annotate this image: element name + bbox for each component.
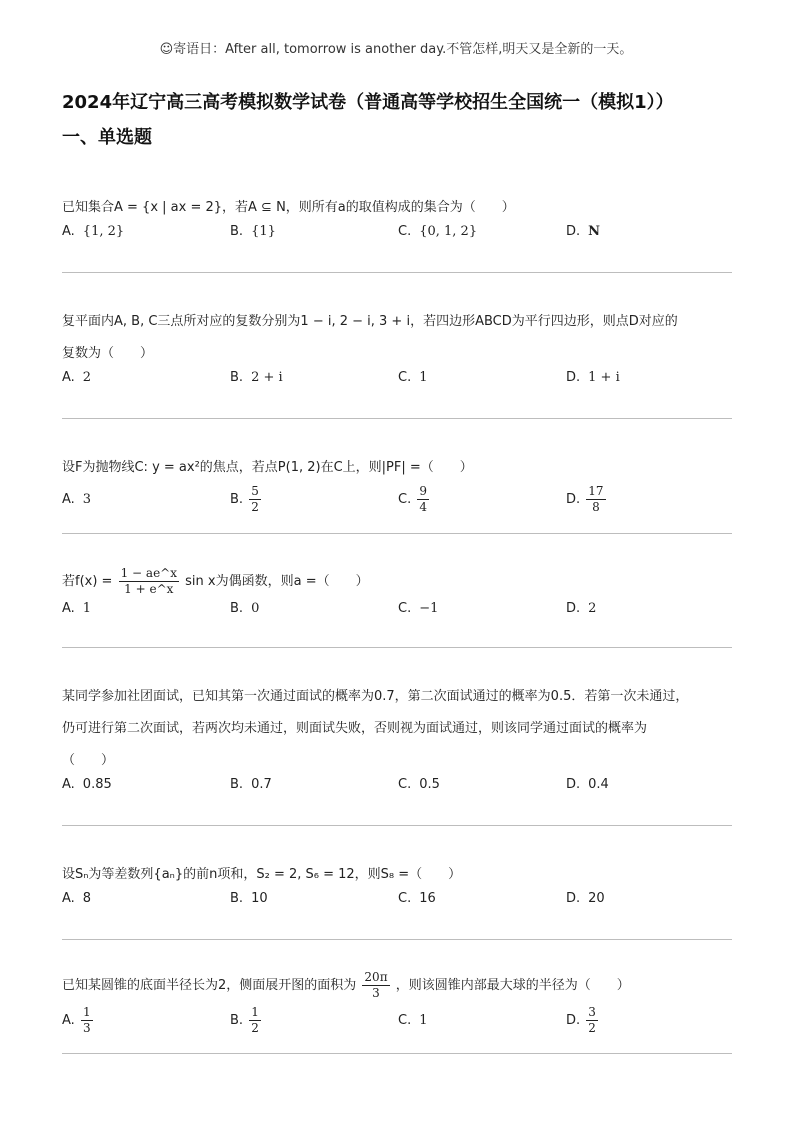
divider: [62, 939, 732, 940]
option-a: A. 3: [62, 492, 92, 507]
divider: [62, 1053, 732, 1054]
options-row: [62, 891, 732, 919]
option-a: A. {1, 2}: [62, 224, 125, 239]
question-1: [62, 192, 732, 252]
section-heading: 一、单选题: [62, 127, 152, 148]
question-stem-cont: 仍可进行第二次面试，若两次均未通过，则面试失败，否则视为面试通过，则该同学通过面试的概率为: [62, 721, 648, 736]
options-row: [62, 484, 732, 520]
option-a: A. 1: [62, 601, 92, 616]
option-d: D. 1 + i: [566, 370, 620, 385]
option-c: C. 0.5: [398, 777, 440, 792]
fraction: $\frac{9}{4}$: [419, 484, 427, 514]
option-c: C. 1: [398, 370, 428, 385]
option-c: C. {0, 1, 2}: [398, 224, 478, 239]
option-b: B. 0: [230, 601, 260, 616]
option-b: B. 10: [230, 891, 268, 906]
option-a: A. 8: [62, 891, 92, 906]
option-d: D. $\frac{3}{2}$: [566, 1005, 596, 1035]
fraction: $\frac{3}{2}$: [588, 1005, 596, 1035]
question-stem: 已知某圆锥的底面半径长为2，侧面展开图的面积为 $\frac{20\pi}{3}$ ，则该圆锥内部最大球的半径为（ ）: [62, 970, 630, 1000]
exam-title: 2024年辽宁高三高考模拟数学试卷（普通高等学校招生全国统一（模拟1））: [62, 92, 674, 113]
option-d: D. $\frac{17}{8}$: [566, 484, 604, 514]
divider: [62, 533, 732, 534]
divider: [62, 272, 732, 273]
question-stem: 设F为抛物线C: y = ax²的焦点，若点P(1, 2)在C上，则|PF| =（ ）: [62, 460, 473, 475]
option-d: D. 20: [566, 891, 605, 906]
question-3: [62, 452, 732, 520]
options-row: [62, 777, 732, 805]
fraction: $\frac{20\pi}{3}$: [364, 970, 388, 1000]
page-header-motto: ☺寄语日：After all, tomorrow is another day.不管怎样,明天又是全新的一天。: [159, 42, 633, 57]
option-c: C. $\frac{9}{4}$: [398, 484, 427, 514]
options-row: [62, 370, 732, 398]
divider: [62, 418, 732, 419]
question-stem-cont: 复数为（ ）: [62, 346, 154, 361]
option-b: B. 0.7: [230, 777, 272, 792]
option-d: D. N: [566, 224, 601, 239]
fraction: $\frac{1 - ae\^{}x}{1 + e\^{}x}$: [120, 566, 177, 596]
fraction: $\frac{1}{2}$: [251, 1005, 259, 1035]
option-b: B. 2 + i: [230, 370, 283, 385]
option-a: A. 2: [62, 370, 92, 385]
question-4: [62, 563, 732, 629]
fraction: $\frac{5}{2}$: [251, 484, 259, 514]
option-d: D. 2: [566, 601, 597, 616]
question-stem: 复平面内A, B, C三点所对应的复数分别为1 − i, 2 − i, 3 + i，若四边形ABCD为平行四边形，则点D对应的: [62, 314, 678, 329]
divider: [62, 647, 732, 648]
option-c: C. 1: [398, 1013, 428, 1028]
options-row: [62, 224, 732, 252]
question-2: [62, 306, 732, 398]
divider: [62, 825, 732, 826]
option-a: A. 0.85: [62, 777, 112, 792]
question-stem: 设Sₙ为等差数列{aₙ}的前n项和，S₂ = 2, S₆ = 12，则S₈ =（ ）: [62, 867, 462, 882]
question-5: [62, 681, 732, 805]
options-row: [62, 1005, 732, 1041]
question-stem: 某同学参加社团面试，已知其第一次通过面试的概率为0.7，第二次面试通过的概率为0.5．若第一次未通过，: [62, 689, 689, 704]
options-row: [62, 601, 732, 629]
question-7: [62, 967, 732, 1041]
option-a: A. $\frac{1}{3}$: [62, 1005, 91, 1035]
option-b: B. $\frac{5}{2}$: [230, 484, 259, 514]
question-stem: 若f(x) = $\frac{1 - ae\^{}x}{1 + e\^{}x}$ sin x为偶函数，则a =（ ）: [62, 566, 369, 596]
option-b: B. $\frac{1}{2}$: [230, 1005, 259, 1035]
option-d: D. 0.4: [566, 777, 609, 792]
question-stem: 已知集合A = {x | ax = 2}，若A ⊆ N，则所有a的取值构成的集合为（ ）: [62, 200, 515, 215]
question-6: [62, 859, 732, 919]
option-c: C. 16: [398, 891, 436, 906]
fraction: $\frac{17}{8}$: [588, 484, 604, 514]
fraction: $\frac{1}{3}$: [82, 1005, 91, 1035]
question-stem-cont: （ ）: [62, 753, 115, 768]
option-c: C. −1: [398, 601, 439, 616]
option-b: B. {1}: [230, 224, 276, 239]
